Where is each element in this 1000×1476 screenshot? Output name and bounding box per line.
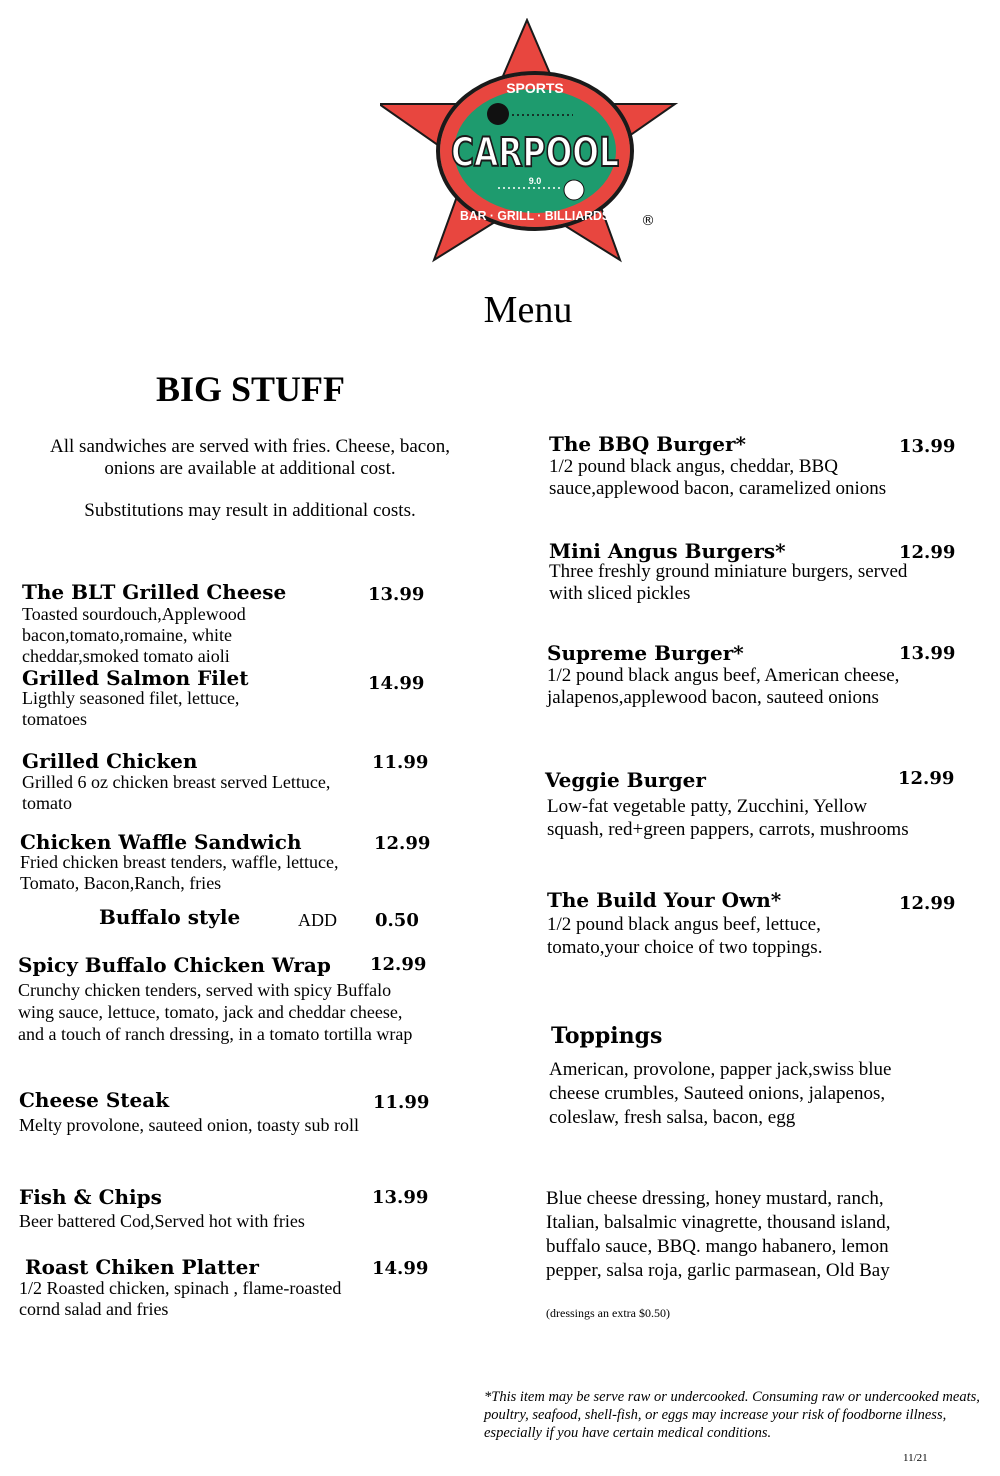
menu-item-price: 11.99 [372,752,429,773]
menu-item-name: Fish & Chips [19,1185,162,1209]
menu-item-name: Supreme Burger* [547,641,744,665]
menu-item-price: 13.99 [372,1187,429,1208]
menu-item-desc: Low-fat vegetable patty, Zucchini, Yellow squash, red+green pappers, carrots, mushrooms [547,796,909,840]
logo-badge-text: 9.0 [528,176,542,186]
menu-item-name: Cheese Steak [19,1088,170,1112]
menu-item-desc: Crunchy chicken tenders, served with spicy Buffalo wing sauce, lettuce, tomato, jack and cheddar cheese, and a touch of ranch dressing, in a tomato tortilla wrap [18,980,413,1044]
section-title: BIG STUFF [156,369,346,409]
logo-bottom-text: BAR · GRILL · BILLIARDS [460,208,611,223]
addon-price: 0.50 [375,910,419,931]
menu-item-price: 12.99 [899,542,956,563]
section-intro [40,436,460,542]
menu-item-name: The BLT Grilled Cheese [22,580,287,604]
intro-serving-note: All sandwiches are served with fries. Cheese, bacon, onions are available at additional cost. [50,436,450,479]
menu-item-name: Grilled Salmon Filet [22,666,249,690]
menu-date-code: 11/21 [903,1452,928,1464]
menu-item-name: Chicken Waffle Sandwich [20,830,302,854]
menu-item-desc: 1/2 Roasted chicken, spinach , flame-roasted cornd salad and fries [19,1278,342,1319]
carpool-star-logo-icon [380,18,680,263]
menu-item-name: Mini Angus Burgers* [549,539,786,563]
menu-item-price: 12.99 [898,768,955,789]
toppings-title: Toppings [551,1023,663,1049]
dressings-note: (dressings an extra $0.50) [546,1306,670,1320]
menu-item-price: 14.99 [368,673,425,694]
menu-item-name: Spicy Buffalo Chicken Wrap [18,953,331,977]
menu-item-name: The BBQ Burger* [549,432,746,456]
menu-item-desc: Melty provolone, sauteed onion, toasty sub roll [19,1115,359,1135]
menu-item-price: 13.99 [899,643,956,664]
logo-brand-text: CARPOOL [451,130,619,176]
menu-item-desc: Toasted sourdouch,Applewood bacon,tomato,romaine, white cheddar,smoked tomato aioli [22,604,246,666]
intro-substitution-note: Substitutions may result in additional costs. [84,500,416,521]
registered-mark: ® [641,213,655,229]
menu-item-desc: Beer battered Cod,Served hot with fries [19,1211,305,1231]
menu-item-price: 14.99 [372,1258,429,1279]
menu-item-price: 12.99 [899,893,956,914]
menu-item-price: 11.99 [373,1092,430,1113]
menu-item-name: Grilled Chicken [22,749,198,773]
menu-item-price: 13.99 [899,436,956,457]
addon-add-label: ADD [298,910,337,930]
menu-item-desc: 1/2 pound black angus beef, lettuce, tomato,your choice of two toppings. [547,914,823,958]
menu-item-desc: Three freshly ground miniature burgers, served with sliced pickles [549,561,908,604]
menu-item-name: The Build Your Own* [547,888,782,912]
menu-item-name: Veggie Burger [545,768,706,792]
dressings-list: Blue cheese dressing, honey mustard, ranch, Italian, balsalmic vinagrette, thousand island, buffalo sauce, BBQ. mango habanero, lemon pepper, salsa roja, garlic parmasean, Old Bay [546,1188,891,1281]
menu-item-price: 13.99 [368,584,425,605]
menu-item-desc: Ligthly seasoned filet, lettuce, tomatoes [22,688,240,729]
logo-top-text: SPORTS [506,80,564,96]
toppings-list: American, provolone, papper jack,swiss blue cheese crumbles, Sauteed onions, jalapenos, coleslaw, fresh salsa, bacon, egg [549,1059,892,1128]
raw-food-disclaimer: *This item may be serve raw or undercooked. Consuming raw or undercooked meats, poultry, seafood, shell-fish, or eggs may increase your risk of foodborne illness, especially if you have certain medical conditions. [484,1389,980,1441]
menu-item-desc: 1/2 pound black angus, cheddar, BBQ sauce,applewood bacon, caramelized onions [549,456,887,499]
menu-item-desc: 1/2 pound black angus beef, American cheese, jalapenos,applewood bacon, sauteed onions [547,665,900,708]
menu-item-price: 12.99 [370,954,427,975]
page-title: Menu [483,289,573,331]
addon-name: Buffalo style [99,905,241,929]
menu-item-desc: Grilled 6 oz chicken breast served Lettuce, tomato [22,772,331,813]
menu-item-price: 12.99 [374,833,431,854]
menu-item-name: Roast Chiken Platter [25,1255,259,1279]
menu-item-desc: Fried chicken breast tenders, waffle, lettuce, Tomato, Bacon,Ranch, fries [20,852,339,893]
